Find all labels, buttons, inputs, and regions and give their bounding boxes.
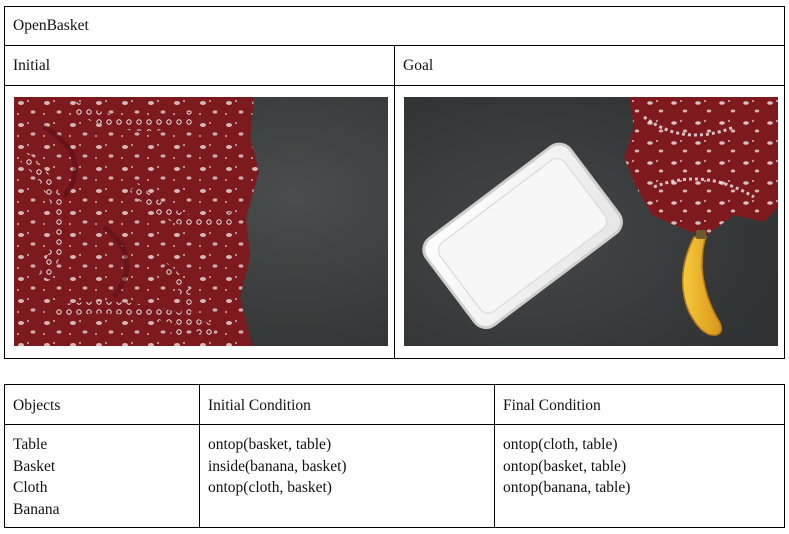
goal-image (404, 97, 778, 346)
final-condition-list (503, 434, 630, 499)
list-item: ontop(cloth, table) (503, 436, 618, 453)
divider (4, 424, 785, 425)
list-item: ontop(basket, table) (503, 457, 627, 475)
column-header-initial: Initial Condition (208, 397, 311, 414)
list-item: ontop(basket, table) (208, 436, 332, 453)
list-item: Cloth (13, 479, 48, 496)
list-item: inside(banana, basket) (208, 457, 347, 475)
conditions-table (4, 384, 785, 528)
list-item: Basket (13, 457, 56, 475)
initial-image (14, 97, 388, 346)
objects-list (13, 434, 59, 520)
column-header-objects: Objects (13, 397, 61, 414)
list-item: ontop(banana, table) (503, 479, 631, 496)
list-item: Banana (13, 500, 60, 518)
list-item: Table (13, 436, 48, 453)
divider (394, 45, 395, 359)
initial-label: Initial (13, 57, 51, 74)
initial-condition-list (208, 434, 347, 499)
goal-label: Goal (403, 57, 434, 74)
column-header-final: Final Condition (503, 397, 601, 414)
divider (199, 384, 200, 528)
divider (494, 384, 495, 528)
list-item: ontop(cloth, basket) (208, 479, 332, 496)
task-title: OpenBasket (13, 17, 89, 34)
